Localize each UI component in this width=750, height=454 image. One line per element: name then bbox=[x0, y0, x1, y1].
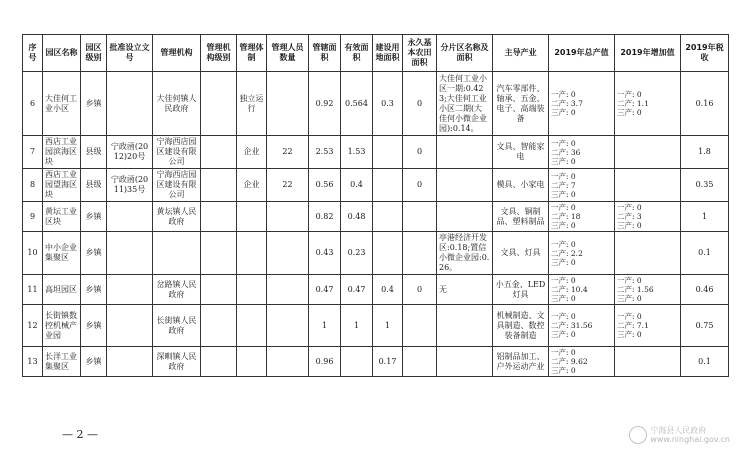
cell-tax: 1 bbox=[681, 202, 729, 232]
cell-name: 长街镇数控机械产业园 bbox=[43, 305, 81, 347]
cell-no: 7 bbox=[23, 136, 43, 169]
cell-subzones bbox=[437, 347, 493, 377]
cell-effective: 0.47 bbox=[341, 275, 373, 305]
cell-org: 大佳何镇人民政府 bbox=[153, 72, 201, 136]
cell-tax: 1.8 bbox=[681, 136, 729, 169]
cell-staff bbox=[267, 232, 309, 275]
cell-level: 乡镇 bbox=[81, 305, 107, 347]
cell-industry: 机械制造、文具制造、数控装备制造 bbox=[493, 305, 549, 347]
cell-org-level bbox=[201, 305, 237, 347]
cell-output: 一产: 0 二产: 3.7 三产: 0 bbox=[549, 72, 615, 136]
cell-industry: 小五金、LED灯具 bbox=[493, 275, 549, 305]
cell-staff bbox=[267, 202, 309, 232]
cell-area: 0.96 bbox=[309, 347, 341, 377]
cell-staff bbox=[267, 347, 309, 377]
cell-subzones bbox=[437, 169, 493, 202]
header-cell: 主导产业 bbox=[493, 35, 549, 72]
cell-name: 西店工业园滨海区块 bbox=[43, 136, 81, 169]
cell-org: 岔路镇人民政府 bbox=[153, 275, 201, 305]
cell-tax: 0.16 bbox=[681, 72, 729, 136]
cell-org-level bbox=[201, 202, 237, 232]
cell-system bbox=[237, 347, 267, 377]
cell-area: 0.82 bbox=[309, 202, 341, 232]
cell-area: 0.56 bbox=[309, 169, 341, 202]
cell-added bbox=[615, 136, 681, 169]
cell-staff: 22 bbox=[267, 169, 309, 202]
header-cell: 序号 bbox=[23, 35, 43, 72]
header-cell: 管辖面积 bbox=[309, 35, 341, 72]
cell-effective bbox=[341, 347, 373, 377]
cell-area: 0.92 bbox=[309, 72, 341, 136]
cell-added bbox=[615, 169, 681, 202]
cell-construction: 0.3 bbox=[373, 72, 403, 136]
cell-org: 宁海西店园区建设有限公司 bbox=[153, 136, 201, 169]
cell-output: 一产: 0 二产: 9.62 三产: 0 bbox=[549, 347, 615, 377]
cell-tax: 0.1 bbox=[681, 232, 729, 275]
cell-industry: 铝制品加工、户外运动产业 bbox=[493, 347, 549, 377]
cell-system: 独立运行 bbox=[237, 72, 267, 136]
cell-added: 一产: 0 二产: 7.1 三产: 0 bbox=[615, 305, 681, 347]
cell-industry: 文具、铜制品、塑料制品 bbox=[493, 202, 549, 232]
header-cell: 园区名称 bbox=[43, 35, 81, 72]
table-row bbox=[23, 72, 729, 136]
cell-org: 黄坛镇人民政府 bbox=[153, 202, 201, 232]
cell-added: 一产: 0 二产: 1.56 三产: 0 bbox=[615, 275, 681, 305]
cell-approval bbox=[107, 275, 153, 305]
header-cell: 管理机构 bbox=[153, 35, 201, 72]
cell-org-level bbox=[201, 232, 237, 275]
header-cell: 永久基本农田面积 bbox=[403, 35, 437, 72]
cell-added: 一产: 0 二产: 3 三产: 0 bbox=[615, 202, 681, 232]
cell-staff bbox=[267, 275, 309, 305]
cell-effective: 1 bbox=[341, 305, 373, 347]
cell-output: 一产: 0 二产: 36 三产: 0 bbox=[549, 136, 615, 169]
cell-industry: 汽车零部件、轴承、五金、电子、高端装备 bbox=[493, 72, 549, 136]
cell-output: 一产: 0 二产: 31.56 三产: 0 bbox=[549, 305, 615, 347]
cell-effective: 1.53 bbox=[341, 136, 373, 169]
cell-name: 中小企业集聚区 bbox=[43, 232, 81, 275]
cell-approval bbox=[107, 305, 153, 347]
cell-staff: 22 bbox=[267, 136, 309, 169]
cell-org: 深甽镇人民政府 bbox=[153, 347, 201, 377]
table-row bbox=[23, 136, 729, 169]
table-row bbox=[23, 305, 729, 347]
cell-system bbox=[237, 202, 267, 232]
cell-level: 乡镇 bbox=[81, 232, 107, 275]
cell-subzones bbox=[437, 136, 493, 169]
header-cell: 有效面积 bbox=[341, 35, 373, 72]
cell-farmland: 0 bbox=[403, 136, 437, 169]
header-cell: 分片区名称及面积 bbox=[437, 35, 493, 72]
cell-farmland: 0 bbox=[403, 275, 437, 305]
cell-org: 长街镇人民政府 bbox=[153, 305, 201, 347]
cell-effective: 0.48 bbox=[341, 202, 373, 232]
cell-org-level bbox=[201, 275, 237, 305]
header-cell: 园区级别 bbox=[81, 35, 107, 72]
cell-output: 一产: 0 二产: 7 三产: 0 bbox=[549, 169, 615, 202]
statistics-table-sheet bbox=[22, 34, 728, 377]
cell-level: 县级 bbox=[81, 169, 107, 202]
cell-system bbox=[237, 305, 267, 347]
cell-farmland bbox=[403, 232, 437, 275]
cell-no: 12 bbox=[23, 305, 43, 347]
cell-system: 企业 bbox=[237, 169, 267, 202]
cell-area: 2.53 bbox=[309, 136, 341, 169]
cell-level: 县级 bbox=[81, 136, 107, 169]
cell-industry: 文具、智能家电 bbox=[493, 136, 549, 169]
cell-farmland bbox=[403, 202, 437, 232]
cell-approval bbox=[107, 72, 153, 136]
cell-no: 11 bbox=[23, 275, 43, 305]
cell-farmland bbox=[403, 305, 437, 347]
cell-tax: 0.1 bbox=[681, 347, 729, 377]
cell-approval: 宁政函(2011)35号 bbox=[107, 169, 153, 202]
cell-construction bbox=[373, 202, 403, 232]
table-row bbox=[23, 347, 729, 377]
cell-name: 高坦园区 bbox=[43, 275, 81, 305]
cell-tax: 0.35 bbox=[681, 169, 729, 202]
cell-approval bbox=[107, 202, 153, 232]
cell-effective: 0.23 bbox=[341, 232, 373, 275]
cell-added bbox=[615, 347, 681, 377]
cell-farmland bbox=[403, 347, 437, 377]
cell-name: 长洋工业集聚区 bbox=[43, 347, 81, 377]
header-cell: 管理人员数量 bbox=[267, 35, 309, 72]
cell-output: 一产: 0 二产: 18 三产: 0 bbox=[549, 202, 615, 232]
header-cell: 2019年总产值 bbox=[549, 35, 615, 72]
cell-approval bbox=[107, 347, 153, 377]
table-row bbox=[23, 202, 729, 232]
cell-added: 一产: 0 二产: 1.1 三产: 0 bbox=[615, 72, 681, 136]
table-row bbox=[23, 275, 729, 305]
cell-effective: 0.564 bbox=[341, 72, 373, 136]
page-number: — 2 — bbox=[62, 428, 98, 441]
cell-industry: 模具、小家电 bbox=[493, 169, 549, 202]
cell-no: 9 bbox=[23, 202, 43, 232]
header-cell: 管理体制 bbox=[237, 35, 267, 72]
cell-output: 一产: 0 二产: 10.4 三产: 0 bbox=[549, 275, 615, 305]
cell-tax: 0.46 bbox=[681, 275, 729, 305]
cell-area: 0.47 bbox=[309, 275, 341, 305]
cell-level: 乡镇 bbox=[81, 202, 107, 232]
cell-system bbox=[237, 275, 267, 305]
cell-effective: 0.4 bbox=[341, 169, 373, 202]
cell-approval bbox=[107, 232, 153, 275]
cell-name: 西店工业园望海区块 bbox=[43, 169, 81, 202]
cell-area: 1 bbox=[309, 305, 341, 347]
industrial-park-table bbox=[22, 34, 729, 377]
table-row bbox=[23, 232, 729, 275]
cell-level: 乡镇 bbox=[81, 347, 107, 377]
cell-area: 0.43 bbox=[309, 232, 341, 275]
site-watermark bbox=[629, 426, 730, 444]
watermark-line: 宁海县人民政府 bbox=[650, 426, 707, 435]
watermark-line: www.ninghai.gov.cn bbox=[650, 435, 730, 444]
cell-subzones: 亭港经济开发区:0.18;置信小微企业园:0.26。 bbox=[437, 232, 493, 275]
header-cell: 2019年税收 bbox=[681, 35, 729, 72]
cell-added bbox=[615, 232, 681, 275]
cell-construction: 0.17 bbox=[373, 347, 403, 377]
cell-no: 6 bbox=[23, 72, 43, 136]
cell-farmland: 0 bbox=[403, 169, 437, 202]
cell-system: 企业 bbox=[237, 136, 267, 169]
table-row bbox=[23, 169, 729, 202]
cell-approval: 宁政函(2012)20号 bbox=[107, 136, 153, 169]
cell-org-level bbox=[201, 72, 237, 136]
cell-subzones bbox=[437, 202, 493, 232]
header-cell: 批准设立文号 bbox=[107, 35, 153, 72]
header-cell: 管理机构级别 bbox=[201, 35, 237, 72]
cell-staff bbox=[267, 72, 309, 136]
cell-level: 乡镇 bbox=[81, 72, 107, 136]
cell-no: 8 bbox=[23, 169, 43, 202]
watermark-text bbox=[650, 426, 730, 444]
cell-staff bbox=[267, 305, 309, 347]
cell-no: 13 bbox=[23, 347, 43, 377]
cell-level: 乡镇 bbox=[81, 275, 107, 305]
cell-org-level bbox=[201, 169, 237, 202]
header-cell: 2019年增加值 bbox=[615, 35, 681, 72]
cell-construction bbox=[373, 232, 403, 275]
cell-subzones bbox=[437, 305, 493, 347]
header-cell: 建设用地面积 bbox=[373, 35, 403, 72]
cell-org-level bbox=[201, 347, 237, 377]
cell-tax: 0.75 bbox=[681, 305, 729, 347]
cell-output: 一产: 0 二产: 2.2 三产: 0 bbox=[549, 232, 615, 275]
cell-subzones: 无 bbox=[437, 275, 493, 305]
header-row bbox=[23, 35, 729, 72]
cell-farmland: 0 bbox=[403, 72, 437, 136]
cell-construction bbox=[373, 169, 403, 202]
cell-org: 宁海西店园区建设有限公司 bbox=[153, 169, 201, 202]
cell-construction: 1 bbox=[373, 305, 403, 347]
cell-construction bbox=[373, 136, 403, 169]
cell-no: 10 bbox=[23, 232, 43, 275]
cell-system bbox=[237, 232, 267, 275]
cell-subzones: 大佳何工业小区一期:0.423;大佳何工业小区二期(大佳何小微企业园):0.14。 bbox=[437, 72, 493, 136]
cell-name: 大佳何工业小区 bbox=[43, 72, 81, 136]
cell-industry: 文具、灯具 bbox=[493, 232, 549, 275]
cell-construction: 0.4 bbox=[373, 275, 403, 305]
government-emblem-icon bbox=[629, 426, 647, 444]
cell-org-level bbox=[201, 136, 237, 169]
cell-name: 黄坛工业区块 bbox=[43, 202, 81, 232]
cell-org bbox=[153, 232, 201, 275]
table-body bbox=[23, 72, 729, 377]
